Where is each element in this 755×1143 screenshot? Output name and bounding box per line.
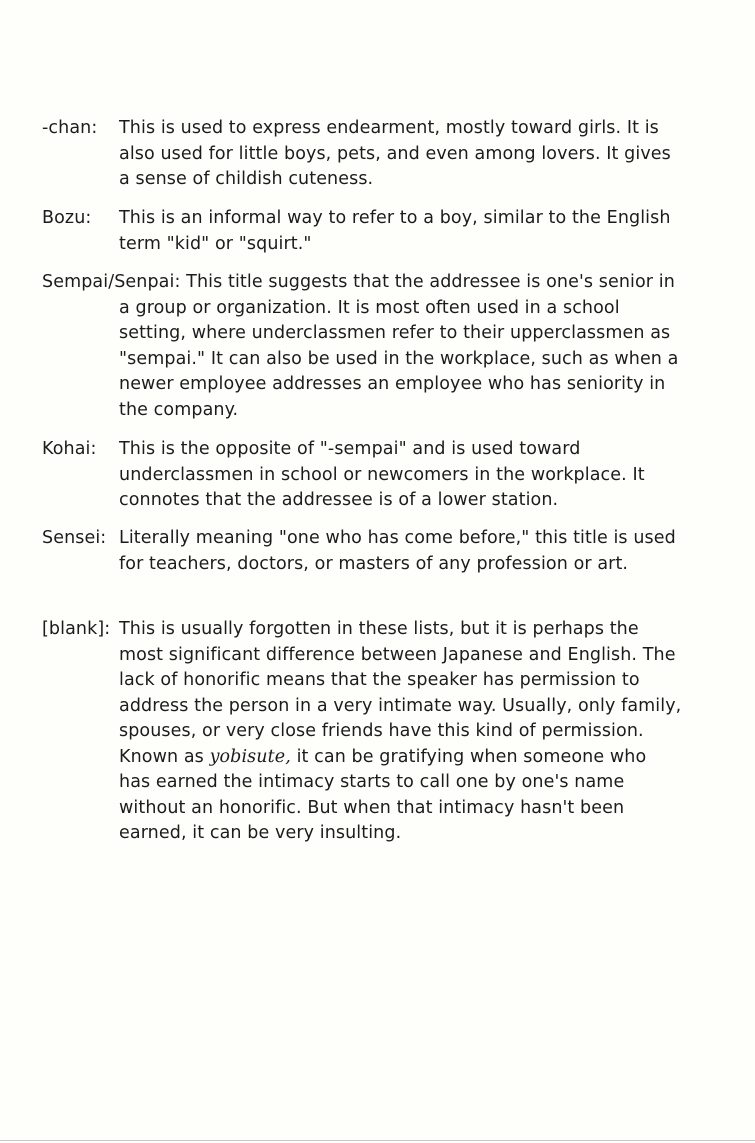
entry-term: [blank]: xyxy=(42,619,111,639)
entry-emphasis: yobisute, xyxy=(209,746,291,767)
entry-text-before: This is usually forgotten in these lists, but it is perhaps the most significant difference between Japanese and English. The lack of honorific means that the speaker has permission to address the person in a very intimate way. Usually, only family, spouses, or very close friends have this kind of permission. Known as xyxy=(119,619,682,767)
page-bottom-edge xyxy=(0,1140,755,1141)
entry-sempai xyxy=(42,270,682,423)
entry-term: Bozu: xyxy=(42,208,92,228)
entry-description: This title suggests that the addressee is one's senior in a group or organization. It is most often used in a school setting, where underclassmen refer to their upperclassmen as "sempai." It can also be used in the workplace, such as when a newer employee addresses an employee who has seniority in the company. xyxy=(119,272,679,420)
entry-kohai xyxy=(42,437,682,514)
entry-description: Literally meaning "one who has come before," this title is used for teachers, doctors, or masters of any profession or art. xyxy=(119,528,676,574)
entry-term: Sensei: xyxy=(42,528,107,548)
entry-text-after: it can be gratifying when someone who has earned the intimacy starts to call one by one's name without an honorific. But when that intimacy hasn't been earned, it can be very insulting. xyxy=(119,746,647,843)
entry-chan xyxy=(42,116,682,193)
entry-description: This is used to express endearment, mostly toward girls. It is also used for little boys, pets, and even among lovers. It gives a sense of childish cuteness. xyxy=(119,118,671,189)
entry-description xyxy=(119,617,682,847)
entry-term: Sempai/Senpai: xyxy=(42,272,181,292)
entry-sensei xyxy=(42,526,682,577)
entry-description: This is the opposite of "-sempai" and is used toward underclassmen in school or newcomers in the workplace. It connotes that the addressee is of a lower station. xyxy=(119,439,645,510)
entry-paragraph xyxy=(42,270,682,423)
entry-blank xyxy=(42,617,682,847)
entry-description: This is an informal way to refer to a boy, similar to the English term "kid" or "squirt." xyxy=(119,208,671,254)
entry-bozu xyxy=(42,206,682,257)
entry-term: -chan: xyxy=(42,118,98,138)
entry-term: Kohai: xyxy=(42,439,97,459)
